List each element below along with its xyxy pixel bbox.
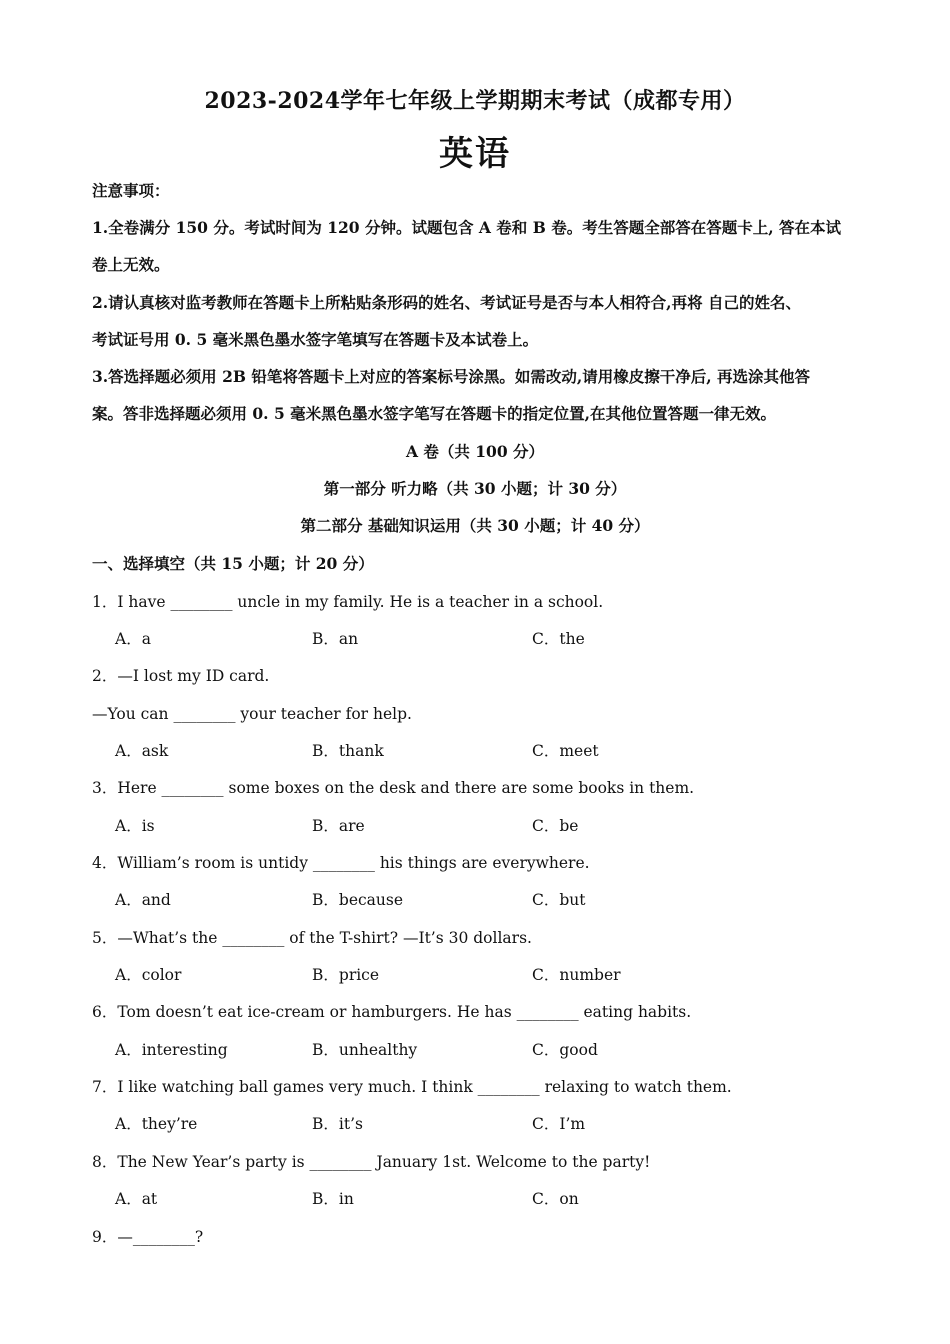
question-stem: 3．Here ________ some boxes on the desk and there are some books in them.	[92, 779, 695, 797]
option-a: A．is	[115, 817, 155, 835]
question-stem: 4．William’s room is untidy ________ his things are everywhere.	[92, 854, 590, 872]
section-heading: 一、选择填空（共 15 小题；计 20 分）	[92, 554, 374, 573]
question-stem: 6．Tom doesn’t eat ice-cream or hamburgers. He has ________ eating habits.	[92, 1003, 692, 1021]
option-a: A．color	[115, 966, 182, 984]
option-c: C．be	[532, 817, 579, 835]
question-stem: 8．The New Year’s party is ________ January 1st. Welcome to the party!	[92, 1153, 651, 1171]
question-stem: 5．—What’s the ________ of the T-shirt? —It’s 30 dollars.	[92, 929, 532, 947]
exam-title: 2023-2024学年七年级上学期期末考试（成都专用）	[204, 88, 746, 114]
option-c: C．the	[532, 630, 585, 648]
option-b: B．unhealthy	[312, 1041, 418, 1059]
part2-heading: 第二部分 基础知识运用（共 30 小题；计 40 分）	[300, 516, 650, 535]
option-b: B．in	[312, 1190, 354, 1208]
option-c: C．but	[532, 891, 586, 909]
volume-a-heading: A 卷（共 100 分）	[405, 442, 545, 461]
notice-line: 卷上无效。	[92, 255, 170, 274]
question-stem: 1．I have ________ uncle in my family. He is a teacher in a school.	[92, 593, 604, 611]
option-b: B．because	[312, 891, 404, 909]
question-stem: 7．I like watching ball games very much. I think ________ relaxing to watch them.	[92, 1078, 732, 1096]
option-a: A．and	[115, 891, 171, 909]
notice-line: 2.请认真核对监考教师在答题卡上所粘贴条形码的姓名、考试证号是否与本人相符合,再将 自己的姓名、	[92, 293, 801, 312]
notice-line: 考试证号用 0. 5 毫米黑色墨水签字笔填写在答题卡及本试卷上。	[92, 330, 539, 349]
option-c: C．meet	[532, 742, 599, 760]
question-stem: 9．—________?	[92, 1228, 204, 1246]
notice-heading: 注意事项：	[92, 181, 170, 200]
option-c: C．I’m	[532, 1115, 586, 1133]
option-b: B．price	[312, 966, 380, 984]
option-b: B．it’s	[312, 1115, 363, 1133]
question-stem: 2．—I lost my ID card.	[92, 667, 270, 685]
part1-heading: 第一部分 听力略（共 30 小题；计 30 分）	[323, 479, 627, 498]
option-a: A．a	[115, 630, 151, 648]
option-c: C．on	[532, 1190, 579, 1208]
option-a: A．ask	[115, 742, 169, 760]
notice-line: 3.答选择题必须用 2B 铅笔将答题卡上对应的答案标号涂黑。如需改动,请用橡皮擦干净后, 再选涂其他答	[92, 367, 811, 386]
option-b: B．an	[312, 630, 359, 648]
notice-line: 1.全卷满分 150 分。考试时间为 120 分钟。试题包含 A 卷和 B 卷。考生答题全部答在答题卡上, 答在本试	[92, 218, 841, 237]
subject-title: 英语	[439, 134, 511, 174]
option-a: A．at	[115, 1190, 158, 1208]
option-c: C．good	[532, 1041, 598, 1059]
option-c: C．number	[532, 966, 621, 984]
question-stem-line2: —You can ________ your teacher for help.	[92, 705, 412, 723]
option-b: B．are	[312, 817, 365, 835]
option-a: A．they’re	[115, 1115, 198, 1133]
notice-line: 案。答非选择题必须用 0. 5 毫米黑色墨水签字笔写在答题卡的指定位置,在其他位置答题一律无效。	[92, 404, 777, 423]
option-b: B．thank	[312, 742, 384, 760]
option-a: A．interesting	[115, 1041, 228, 1059]
